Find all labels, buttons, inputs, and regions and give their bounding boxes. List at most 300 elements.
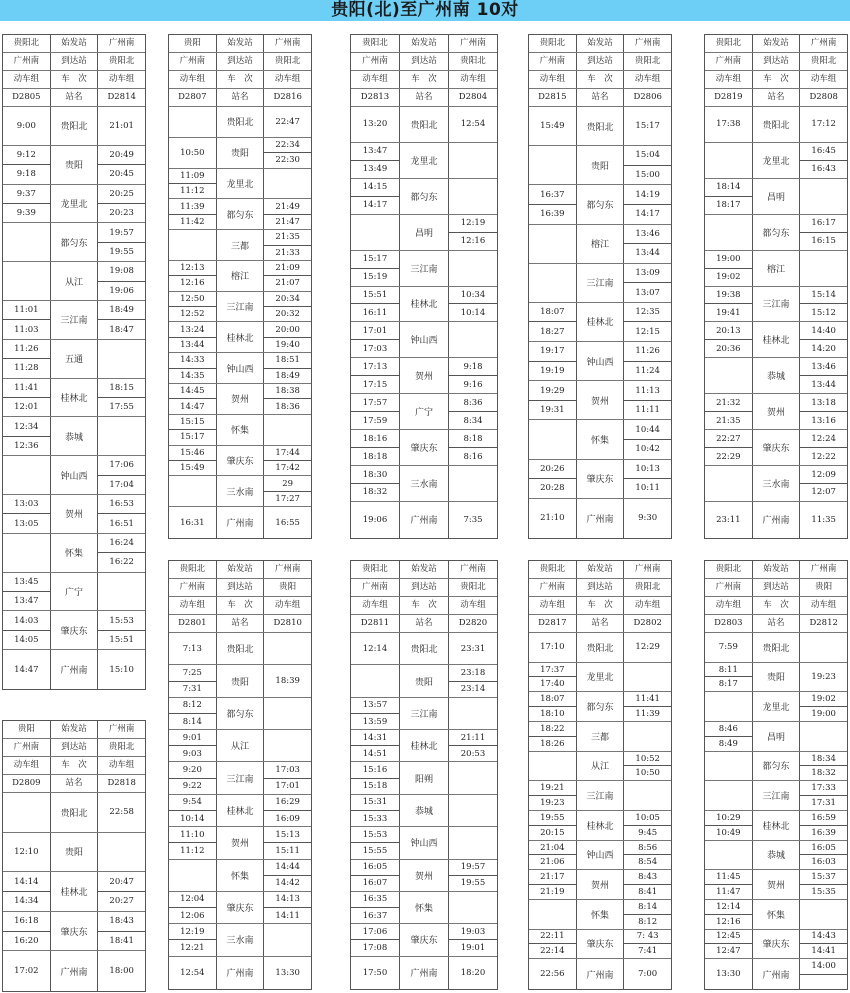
arrival-time: 18:00 <box>109 966 134 977</box>
station-row <box>3 833 145 873</box>
station-name: 怀集 <box>231 871 250 882</box>
right-times <box>263 169 311 199</box>
arrival-time: 21:01 <box>109 120 134 131</box>
left-times <box>351 430 399 465</box>
station-name: 怀集 <box>591 435 610 446</box>
arrival-time: 20:25 <box>109 188 134 199</box>
timetable <box>528 560 672 990</box>
header-cell: 贵阳北 <box>362 38 388 48</box>
arrival-time: 10:34 <box>460 290 486 300</box>
station-row <box>705 322 847 358</box>
station-name: 恭城 <box>767 372 786 383</box>
left-times <box>705 781 752 810</box>
station-name: 都匀东 <box>226 709 254 720</box>
right-times <box>799 394 847 429</box>
left-times <box>351 287 399 322</box>
station-name: 龙里北 <box>226 179 254 190</box>
arrival-time: 15:04 <box>635 150 660 161</box>
left-times <box>169 322 216 352</box>
station-name: 桂林北 <box>762 336 790 347</box>
left-times <box>169 762 216 793</box>
right-times <box>799 322 847 357</box>
right-times <box>623 420 671 458</box>
arrival-time: 8:43 <box>638 872 658 883</box>
station-name: 恭城 <box>65 432 84 443</box>
departure-time: 8:41 <box>624 884 671 899</box>
timetable <box>704 560 848 990</box>
header-cell: 始发站 <box>576 35 624 52</box>
header-cell: 广州南 <box>623 561 671 578</box>
station-name: 三水南 <box>410 480 438 491</box>
station-name: 三江南 <box>60 316 88 327</box>
arrival-time: 12:45 <box>716 931 741 942</box>
station-row <box>705 633 847 663</box>
station-row <box>529 900 671 930</box>
station-row <box>705 722 847 752</box>
arrival-time: 13:30 <box>275 967 300 978</box>
station-name-cell <box>50 611 98 649</box>
departure-time: 9:03 <box>169 745 216 761</box>
station-name: 恭城 <box>767 851 786 862</box>
left-times <box>169 730 216 761</box>
left-times <box>529 663 576 692</box>
station-name-cell <box>576 499 624 538</box>
station-row <box>529 499 671 538</box>
arrival-time: 17:10 <box>540 642 565 653</box>
station-name: 怀集 <box>231 426 250 437</box>
departure-time: 9:22 <box>169 778 216 794</box>
departure-time: 13:44 <box>624 243 671 263</box>
header-cell: 站名 <box>576 89 624 106</box>
station-row <box>169 507 311 538</box>
empty-cell <box>529 900 576 929</box>
timetable <box>350 560 498 990</box>
header-cell: 始发站 <box>399 35 448 52</box>
left-times <box>705 900 752 929</box>
header-cell: 广州南 <box>13 742 40 752</box>
right-times <box>799 900 847 929</box>
train-number: D2805 <box>12 92 41 102</box>
arrival-time: 18:39 <box>275 676 300 687</box>
station-row <box>3 495 145 534</box>
arrival-time: 21:49 <box>275 201 300 212</box>
departure-time: 18:32 <box>351 483 399 501</box>
station-name: 贺州 <box>231 395 250 406</box>
station-row <box>351 502 497 538</box>
left-times <box>351 762 399 793</box>
header-row <box>529 71 671 89</box>
empty-cell <box>98 417 145 455</box>
right-times <box>799 143 847 178</box>
station-row <box>169 860 311 892</box>
station-name-cell <box>576 381 624 419</box>
station-row <box>351 179 497 215</box>
station-name-cell <box>399 892 448 923</box>
left-times <box>705 430 752 465</box>
station-name: 贵阳 <box>591 161 610 172</box>
station-name-cell <box>216 762 264 793</box>
station-name-cell <box>576 752 624 781</box>
right-times <box>799 722 847 751</box>
departure-time: 18:10 <box>529 706 576 721</box>
arrival-time: 22:11 <box>540 931 565 942</box>
arrival-time: 11:13 <box>635 385 660 396</box>
arrival-time: 20:34 <box>275 293 300 304</box>
header-cell: 始发站 <box>50 721 98 738</box>
left-times <box>351 394 399 429</box>
left-times <box>705 930 752 959</box>
left-times <box>3 340 50 378</box>
departure-time: 15:18 <box>351 778 399 794</box>
station-name-cell <box>399 633 448 664</box>
station-row <box>351 924 497 956</box>
station-name: 贵阳 <box>231 149 250 160</box>
station-name-cell <box>752 358 800 393</box>
station-name-cell <box>216 507 264 538</box>
station-row <box>169 353 311 384</box>
header-cell: 动车组 <box>799 597 847 614</box>
right-times <box>623 781 671 810</box>
station-row <box>529 225 671 264</box>
left-times <box>705 394 752 429</box>
station-name-cell <box>752 781 800 810</box>
train-number: D2817 <box>538 618 567 628</box>
arrival-time: 12:34 <box>14 421 39 432</box>
right-times <box>623 342 671 380</box>
station-name-cell <box>399 795 448 826</box>
arrival-time: 13:47 <box>362 146 388 157</box>
empty-cell <box>351 665 399 696</box>
timetable <box>704 34 848 539</box>
station-name-cell <box>50 534 98 572</box>
arrival-time: 15:51 <box>362 290 388 300</box>
station-name-cell <box>399 502 448 538</box>
train-number: D2819 <box>714 92 743 102</box>
arrival-time: 7:00 <box>638 969 658 980</box>
train-number: D2802 <box>623 615 671 632</box>
arrival-time: 29 <box>282 478 294 489</box>
arrival-time: 18:07 <box>540 307 565 318</box>
right-times <box>623 692 671 721</box>
arrival-time: 17:13 <box>362 361 388 372</box>
station-row <box>351 665 497 697</box>
left-times <box>529 752 576 781</box>
station-row <box>351 892 497 924</box>
station-name-cell <box>50 573 98 611</box>
arrival-time: 11:41 <box>14 382 39 393</box>
station-name-cell <box>50 872 98 911</box>
header-row <box>3 757 145 775</box>
title-bar <box>0 0 850 21</box>
left-times <box>351 957 399 989</box>
header-row <box>169 53 311 71</box>
arrival-time: 19:02 <box>811 694 836 705</box>
right-times <box>263 199 311 229</box>
right-times <box>623 303 671 341</box>
header-row <box>169 597 311 615</box>
station-name: 肇庆东 <box>60 626 88 637</box>
departure-time: 11:24 <box>624 361 671 381</box>
station-name-cell <box>216 169 264 199</box>
left-times <box>351 924 399 955</box>
empty-cell <box>351 215 399 250</box>
departure-time: 18:47 <box>98 319 145 338</box>
station-row <box>529 342 671 381</box>
right-times <box>448 251 497 286</box>
left-times <box>529 146 576 184</box>
station-name: 三江南 <box>586 279 614 290</box>
empty-cell <box>264 169 311 199</box>
station-name: 三水南 <box>226 487 254 498</box>
departure-time: 19:55 <box>449 875 497 891</box>
departure-time: 17:15 <box>351 375 399 393</box>
right-times <box>448 762 497 793</box>
header-row <box>529 89 671 107</box>
left-times <box>169 698 216 729</box>
left-times <box>169 138 216 168</box>
station-name-cell <box>399 179 448 214</box>
station-row <box>705 752 847 782</box>
timetable <box>2 720 146 992</box>
header-cell: 动车组 <box>97 71 145 88</box>
header-cell: 贵阳北 <box>799 53 847 70</box>
station-name-cell <box>216 924 264 955</box>
header-cell: 到达站 <box>216 579 264 596</box>
station-row <box>351 957 497 989</box>
departure-time: 20:53 <box>449 745 497 761</box>
departure-time: 19:00 <box>800 706 847 721</box>
header-cell: 车 次 <box>752 597 800 614</box>
right-times <box>448 892 497 923</box>
empty-cell <box>264 415 311 445</box>
empty-cell <box>449 892 497 923</box>
arrival-time: 12:19 <box>180 926 205 937</box>
header-cell: 站名 <box>50 89 98 106</box>
station-name-cell <box>576 870 624 899</box>
station-name-cell <box>399 730 448 761</box>
arrival-time: 20:13 <box>716 325 741 336</box>
empty-cell <box>449 322 497 357</box>
arrival-time: 12:35 <box>635 307 660 318</box>
left-times <box>169 169 216 199</box>
departure-time: 16:11 <box>351 303 399 321</box>
right-times <box>97 611 145 649</box>
left-times <box>169 199 216 229</box>
departure-time: 8:49 <box>705 736 752 751</box>
left-times <box>705 179 752 214</box>
train-number: D2820 <box>448 615 497 632</box>
station-row <box>3 611 145 650</box>
departure-time: 12:15 <box>624 321 671 341</box>
right-times <box>263 698 311 729</box>
station-name: 贵阳 <box>767 673 786 684</box>
departure-time: 12:01 <box>3 397 50 416</box>
station-name-cell <box>399 107 448 142</box>
empty-cell <box>800 633 847 662</box>
header-cell: 始发站 <box>752 35 800 52</box>
station-row <box>351 107 497 143</box>
station-name-cell <box>399 860 448 891</box>
left-times <box>351 358 399 393</box>
header-row <box>169 561 311 579</box>
arrival-time: 16:53 <box>109 499 134 510</box>
right-times <box>263 827 311 858</box>
departure-time: 19:02 <box>705 268 752 286</box>
station-row <box>351 795 497 827</box>
header-cell: 贵阳北 <box>179 564 206 574</box>
departure-time: 13:07 <box>624 282 671 302</box>
station-name-cell <box>399 430 448 465</box>
departure-time: 13:05 <box>3 513 50 532</box>
arrival-time: 12:09 <box>811 469 836 480</box>
arrival-time: 15:14 <box>811 290 836 300</box>
station-row <box>705 692 847 722</box>
departure-time: 8:14 <box>169 713 216 729</box>
header-cell: 动车组 <box>448 71 497 88</box>
departure-time: 19:55 <box>98 242 145 261</box>
departure-time: 7:31 <box>169 681 216 697</box>
left-times <box>351 466 399 501</box>
header-row <box>351 71 497 89</box>
arrival-time: 15:16 <box>362 765 388 776</box>
station-row <box>169 698 311 730</box>
right-times <box>97 534 145 572</box>
header-cell: 贵阳北 <box>715 38 742 48</box>
empty-cell <box>449 251 497 286</box>
header-cell: 广州南 <box>179 582 206 592</box>
station-name-cell <box>399 394 448 429</box>
station-name: 三都 <box>591 732 610 743</box>
empty-cell <box>529 225 576 263</box>
right-times <box>623 381 671 419</box>
header-cell: 动车组 <box>263 71 311 88</box>
left-times <box>169 261 216 291</box>
departure-time: 13:44 <box>169 337 216 352</box>
departure-time: 18:26 <box>529 736 576 751</box>
right-times <box>799 502 847 538</box>
station-name-cell <box>752 322 800 357</box>
departure-time: 15:33 <box>351 810 399 826</box>
departure-time: 19:06 <box>98 281 145 300</box>
station-name-cell <box>50 379 98 417</box>
arrival-time: 22:34 <box>275 139 300 150</box>
header-cell: 动车组 <box>715 74 742 84</box>
right-times <box>623 663 671 692</box>
arrival-time: 20:49 <box>109 150 134 160</box>
station-name: 广宁 <box>65 587 84 598</box>
station-row <box>169 292 311 323</box>
header-cell: 动车组 <box>13 74 40 84</box>
station-name: 都匀东 <box>586 200 614 211</box>
arrival-time: 22:58 <box>109 807 134 818</box>
header-row <box>3 53 145 71</box>
departure-time: 13:49 <box>351 160 399 178</box>
station-name-cell <box>399 698 448 729</box>
header-row <box>705 597 847 615</box>
right-times <box>97 793 145 832</box>
right-times <box>448 502 497 538</box>
departure-time: 20:23 <box>98 203 145 222</box>
empty-cell <box>800 900 847 929</box>
station-row <box>169 827 311 859</box>
left-times <box>169 957 216 989</box>
station-row <box>3 223 145 262</box>
station-row <box>169 107 311 138</box>
station-name: 昌明 <box>414 228 433 239</box>
station-row <box>529 303 671 342</box>
arrival-time: 18:14 <box>716 182 741 193</box>
station-name: 三江南 <box>410 709 438 720</box>
arrival-time: 15:17 <box>362 254 388 265</box>
header-cell: 贵阳 <box>799 579 847 596</box>
departure-time: 14:51 <box>351 745 399 761</box>
empty-cell <box>449 762 497 793</box>
arrival-time: 21:09 <box>275 263 300 274</box>
station-name-cell <box>752 430 800 465</box>
left-times <box>3 611 50 649</box>
arrival-time: 17:37 <box>540 664 565 675</box>
right-times <box>263 633 311 664</box>
arrival-time: 19:06 <box>362 514 388 525</box>
train-number: D2812 <box>799 615 847 632</box>
station-row <box>169 169 311 200</box>
right-times <box>97 417 145 455</box>
header-row <box>705 579 847 597</box>
right-times <box>799 811 847 840</box>
station-row <box>705 870 847 900</box>
station-name-cell <box>50 107 98 145</box>
departure-time: 10:50 <box>624 765 671 780</box>
header-cell: 贵阳北 <box>97 53 145 70</box>
header-cell: 车 次 <box>752 71 800 88</box>
arrival-time: 11:01 <box>14 305 39 316</box>
right-times <box>799 358 847 393</box>
arrival-time: 19:00 <box>716 254 741 265</box>
arrival-time: 20:26 <box>540 463 565 474</box>
left-times <box>529 841 576 870</box>
departure-time: 15:19 <box>351 268 399 286</box>
arrival-time: 19:23 <box>811 671 836 682</box>
arrival-time: 13:45 <box>14 576 39 587</box>
station-name: 都匀东 <box>226 210 254 221</box>
left-times <box>705 107 752 142</box>
station-row <box>3 872 145 912</box>
empty-cell <box>705 358 752 393</box>
station-name-cell <box>216 384 264 414</box>
empty-cell <box>449 698 497 729</box>
arrival-time: 16:18 <box>14 916 39 927</box>
empty-cell <box>3 262 50 300</box>
header-cell: 广州南 <box>715 56 742 66</box>
station-name: 广州南 <box>60 666 88 677</box>
train-number: D2804 <box>448 89 497 106</box>
station-row <box>705 466 847 502</box>
header-row <box>351 579 497 597</box>
left-times <box>351 698 399 729</box>
arrival-time: 19:38 <box>716 290 741 300</box>
station-name: 五通 <box>65 355 84 366</box>
departure-time: 16:43 <box>800 160 847 178</box>
left-times <box>529 381 576 419</box>
departure-time: 20:36 <box>705 339 752 357</box>
right-times <box>623 811 671 840</box>
right-times <box>263 924 311 955</box>
left-times <box>169 384 216 414</box>
station-name: 贺州 <box>414 871 433 882</box>
header-cell: 动车组 <box>448 597 497 614</box>
station-name-cell <box>399 665 448 696</box>
right-times <box>448 143 497 178</box>
